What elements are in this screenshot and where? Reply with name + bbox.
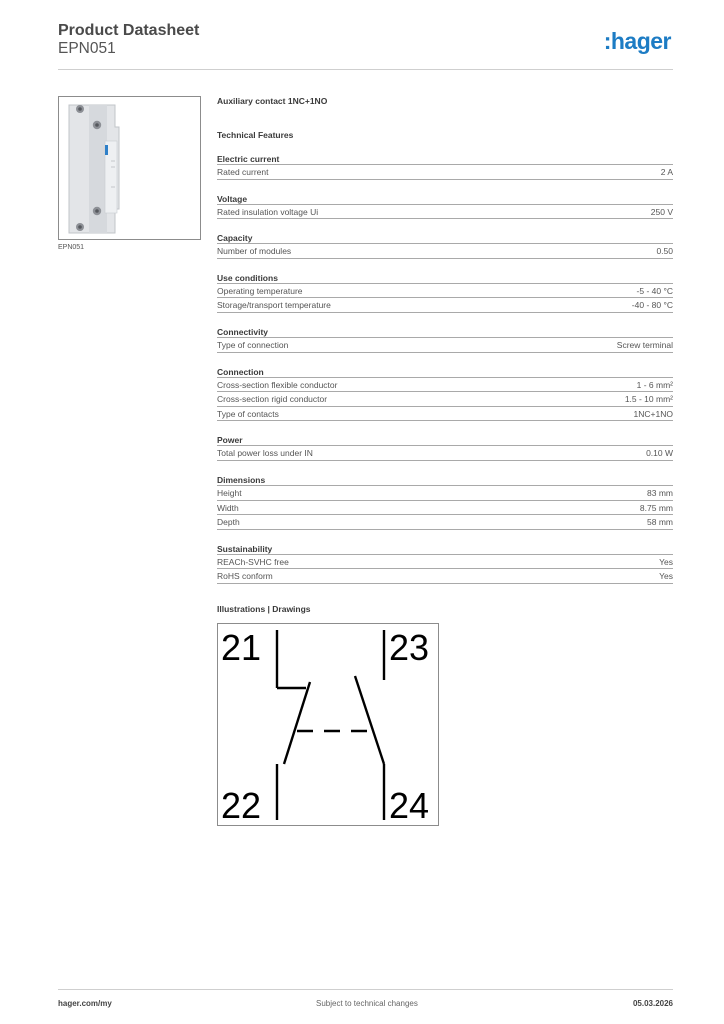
auxiliary-contact-picture	[59, 97, 200, 239]
feature-row	[217, 569, 673, 584]
feature-value: -5 - 40 °C	[636, 285, 673, 296]
no-blade	[355, 676, 384, 764]
product-code: EPN051	[58, 40, 116, 57]
section-use-conditions	[217, 273, 673, 313]
feature-value: 8.75 mm	[639, 502, 673, 513]
feature-value: Screw terminal	[616, 339, 673, 350]
section-title: Electric current	[217, 154, 673, 165]
feature-value: Yes	[659, 571, 673, 582]
feature-row	[217, 486, 673, 501]
section-title: Dimensions	[217, 475, 673, 486]
hager-logo: :hager	[603, 28, 671, 54]
image-caption: EPN051	[58, 244, 85, 251]
feature-row	[217, 165, 673, 180]
contact-schematic	[218, 624, 438, 825]
section-dimensions	[217, 475, 673, 530]
page-header	[58, 22, 673, 70]
feature-label: Rated current	[217, 167, 269, 177]
section-title: Voltage	[217, 194, 673, 205]
section-title: Connection	[217, 367, 673, 378]
feature-value: 250 V	[650, 206, 673, 217]
feature-value: -40 - 80 °C	[631, 300, 673, 311]
section-connection	[217, 367, 673, 422]
feature-value: 2 A	[660, 167, 673, 177]
feature-row	[217, 284, 673, 299]
feature-value: Yes	[659, 556, 673, 567]
feature-label: Depth	[217, 517, 240, 528]
feature-row	[217, 378, 673, 393]
feature-label: Width	[217, 502, 239, 513]
feature-label: Cross-section rigid conductor	[217, 394, 328, 405]
feature-row	[217, 407, 673, 422]
terminal-23: 23	[389, 627, 430, 668]
feature-value: 1 - 6 mm²	[636, 379, 673, 390]
feature-value: 0.10 W	[646, 448, 673, 459]
feature-row	[217, 501, 673, 516]
section-title: Capacity	[217, 233, 673, 244]
feature-label: Rated insulation voltage Ui	[217, 206, 319, 217]
terminal-24: 24	[389, 785, 430, 825]
feature-row	[217, 244, 673, 259]
section-voltage	[217, 194, 673, 220]
feature-row	[217, 392, 673, 407]
section-capacity	[217, 233, 673, 259]
product-image	[58, 96, 201, 240]
feature-row	[217, 205, 673, 220]
feature-label: RoHS conform	[217, 571, 273, 582]
section-power	[217, 435, 673, 461]
feature-label: Cross-section flexible conductor	[217, 379, 338, 390]
terminal-21: 21	[221, 627, 262, 668]
section-title: Connectivity	[217, 327, 673, 338]
feature-label: Number of modules	[217, 246, 292, 257]
section-title: Use conditions	[217, 273, 673, 284]
feature-row	[217, 555, 673, 570]
nc-blade	[284, 682, 310, 764]
footer-notice: Subject to technical changes	[316, 999, 418, 1008]
feature-row	[217, 338, 673, 353]
footer-website: hager.com/my	[58, 999, 112, 1008]
feature-label: REACh-SVHC free	[217, 556, 289, 567]
feature-label: Type of contacts	[217, 408, 279, 419]
feature-row	[217, 515, 673, 530]
section-title: Power	[217, 435, 673, 446]
feature-label: Operating temperature	[217, 285, 303, 296]
feature-row	[217, 446, 673, 461]
feature-label: Type of connection	[217, 339, 289, 350]
section-connectivity	[217, 327, 673, 353]
illustrations-title: Illustrations | Drawings	[217, 604, 311, 614]
terminal-22: 22	[221, 785, 262, 825]
feature-row	[217, 298, 673, 313]
feature-value: 1.5 - 10 mm²	[624, 394, 673, 405]
product-name: Auxiliary contact 1NC+1NO	[217, 96, 328, 106]
feature-label: Storage/transport temperature	[217, 300, 331, 311]
page-footer	[58, 989, 673, 1011]
section-electric-current	[217, 154, 673, 180]
feature-value: 1NC+1NO	[633, 408, 673, 419]
technical-features-title: Technical Features	[217, 130, 294, 140]
footer-date: 05.03.2026	[632, 999, 673, 1008]
section-sustainability	[217, 544, 673, 584]
doc-title: Product Datasheet	[58, 22, 200, 39]
section-title: Sustainability	[217, 544, 673, 555]
feature-label: Total power loss under IN	[217, 448, 313, 459]
wiring-diagram	[217, 623, 439, 826]
feature-label: Height	[217, 487, 242, 498]
feature-value: 0.50	[656, 246, 673, 257]
feature-value: 83 mm	[647, 487, 673, 498]
features-sections	[217, 154, 673, 584]
technical-features	[217, 96, 673, 584]
feature-value: 58 mm	[647, 517, 673, 528]
